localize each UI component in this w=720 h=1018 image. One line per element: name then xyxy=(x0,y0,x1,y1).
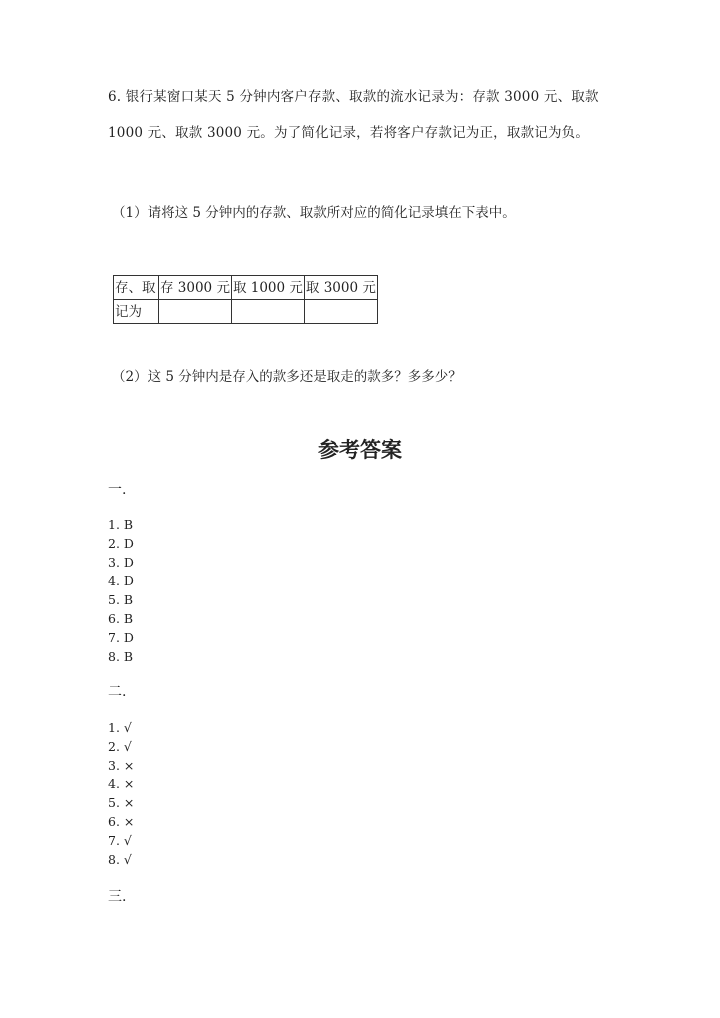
table-row xyxy=(114,300,378,324)
list-item: 8. B xyxy=(108,648,134,664)
list-item: 3. × xyxy=(108,757,135,773)
list-item: 6. B xyxy=(108,610,134,626)
section-2-heading: 二. xyxy=(108,684,127,700)
list-item: 4. D xyxy=(108,573,134,589)
list-item: 3. D xyxy=(108,554,134,570)
list-item: 4. × xyxy=(108,776,135,792)
list-item: 7. D xyxy=(108,629,134,645)
table-blank-cell xyxy=(304,300,377,324)
list-item: 5. × xyxy=(108,795,135,811)
question-part-1: （1）请将这 5 分钟内的存款、取款所对应的简化记录填在下表中。 xyxy=(112,205,516,221)
section-3-heading: 三. xyxy=(108,889,127,905)
question-line-1: 6. 银行某窗口某天 5 分钟内客户存款、取款的流水记录为：存款 3000 元、取款 xyxy=(108,89,599,105)
table-header-cell: 存 3000 元 xyxy=(159,276,232,300)
record-table xyxy=(113,275,378,324)
list-item: 6. × xyxy=(108,813,135,829)
table-header-cell: 取 1000 元 xyxy=(231,276,304,300)
list-item: 1. B xyxy=(108,517,134,532)
list-item: 7. √ xyxy=(108,832,132,848)
table-header-row xyxy=(114,276,378,300)
section-1-heading: 一. xyxy=(108,482,127,498)
list-item: 2. D xyxy=(108,535,134,551)
answers-title: 参考答案 xyxy=(318,438,402,462)
table-blank-cell xyxy=(159,300,232,324)
list-item: 2. √ xyxy=(108,738,132,754)
section-1-answer-list xyxy=(108,516,134,666)
list-item: 5. B xyxy=(108,592,134,608)
list-item: 1. √ xyxy=(108,720,132,735)
table-header-cell: 存、取 xyxy=(114,276,159,300)
question-part-2: （2）这 5 分钟内是存入的款多还是取走的款多？多多少？ xyxy=(112,369,462,385)
table-blank-cell xyxy=(231,300,304,324)
section-2-answer-list xyxy=(108,719,134,869)
table-row-label: 记为 xyxy=(114,300,159,324)
list-item: 8. √ xyxy=(108,851,132,867)
table-header-cell: 取 3000 元 xyxy=(304,276,377,300)
question-line-2: 1000 元、取款 3000 元。为了简化记录，若将客户存款记为正，取款记为负。 xyxy=(108,125,590,141)
